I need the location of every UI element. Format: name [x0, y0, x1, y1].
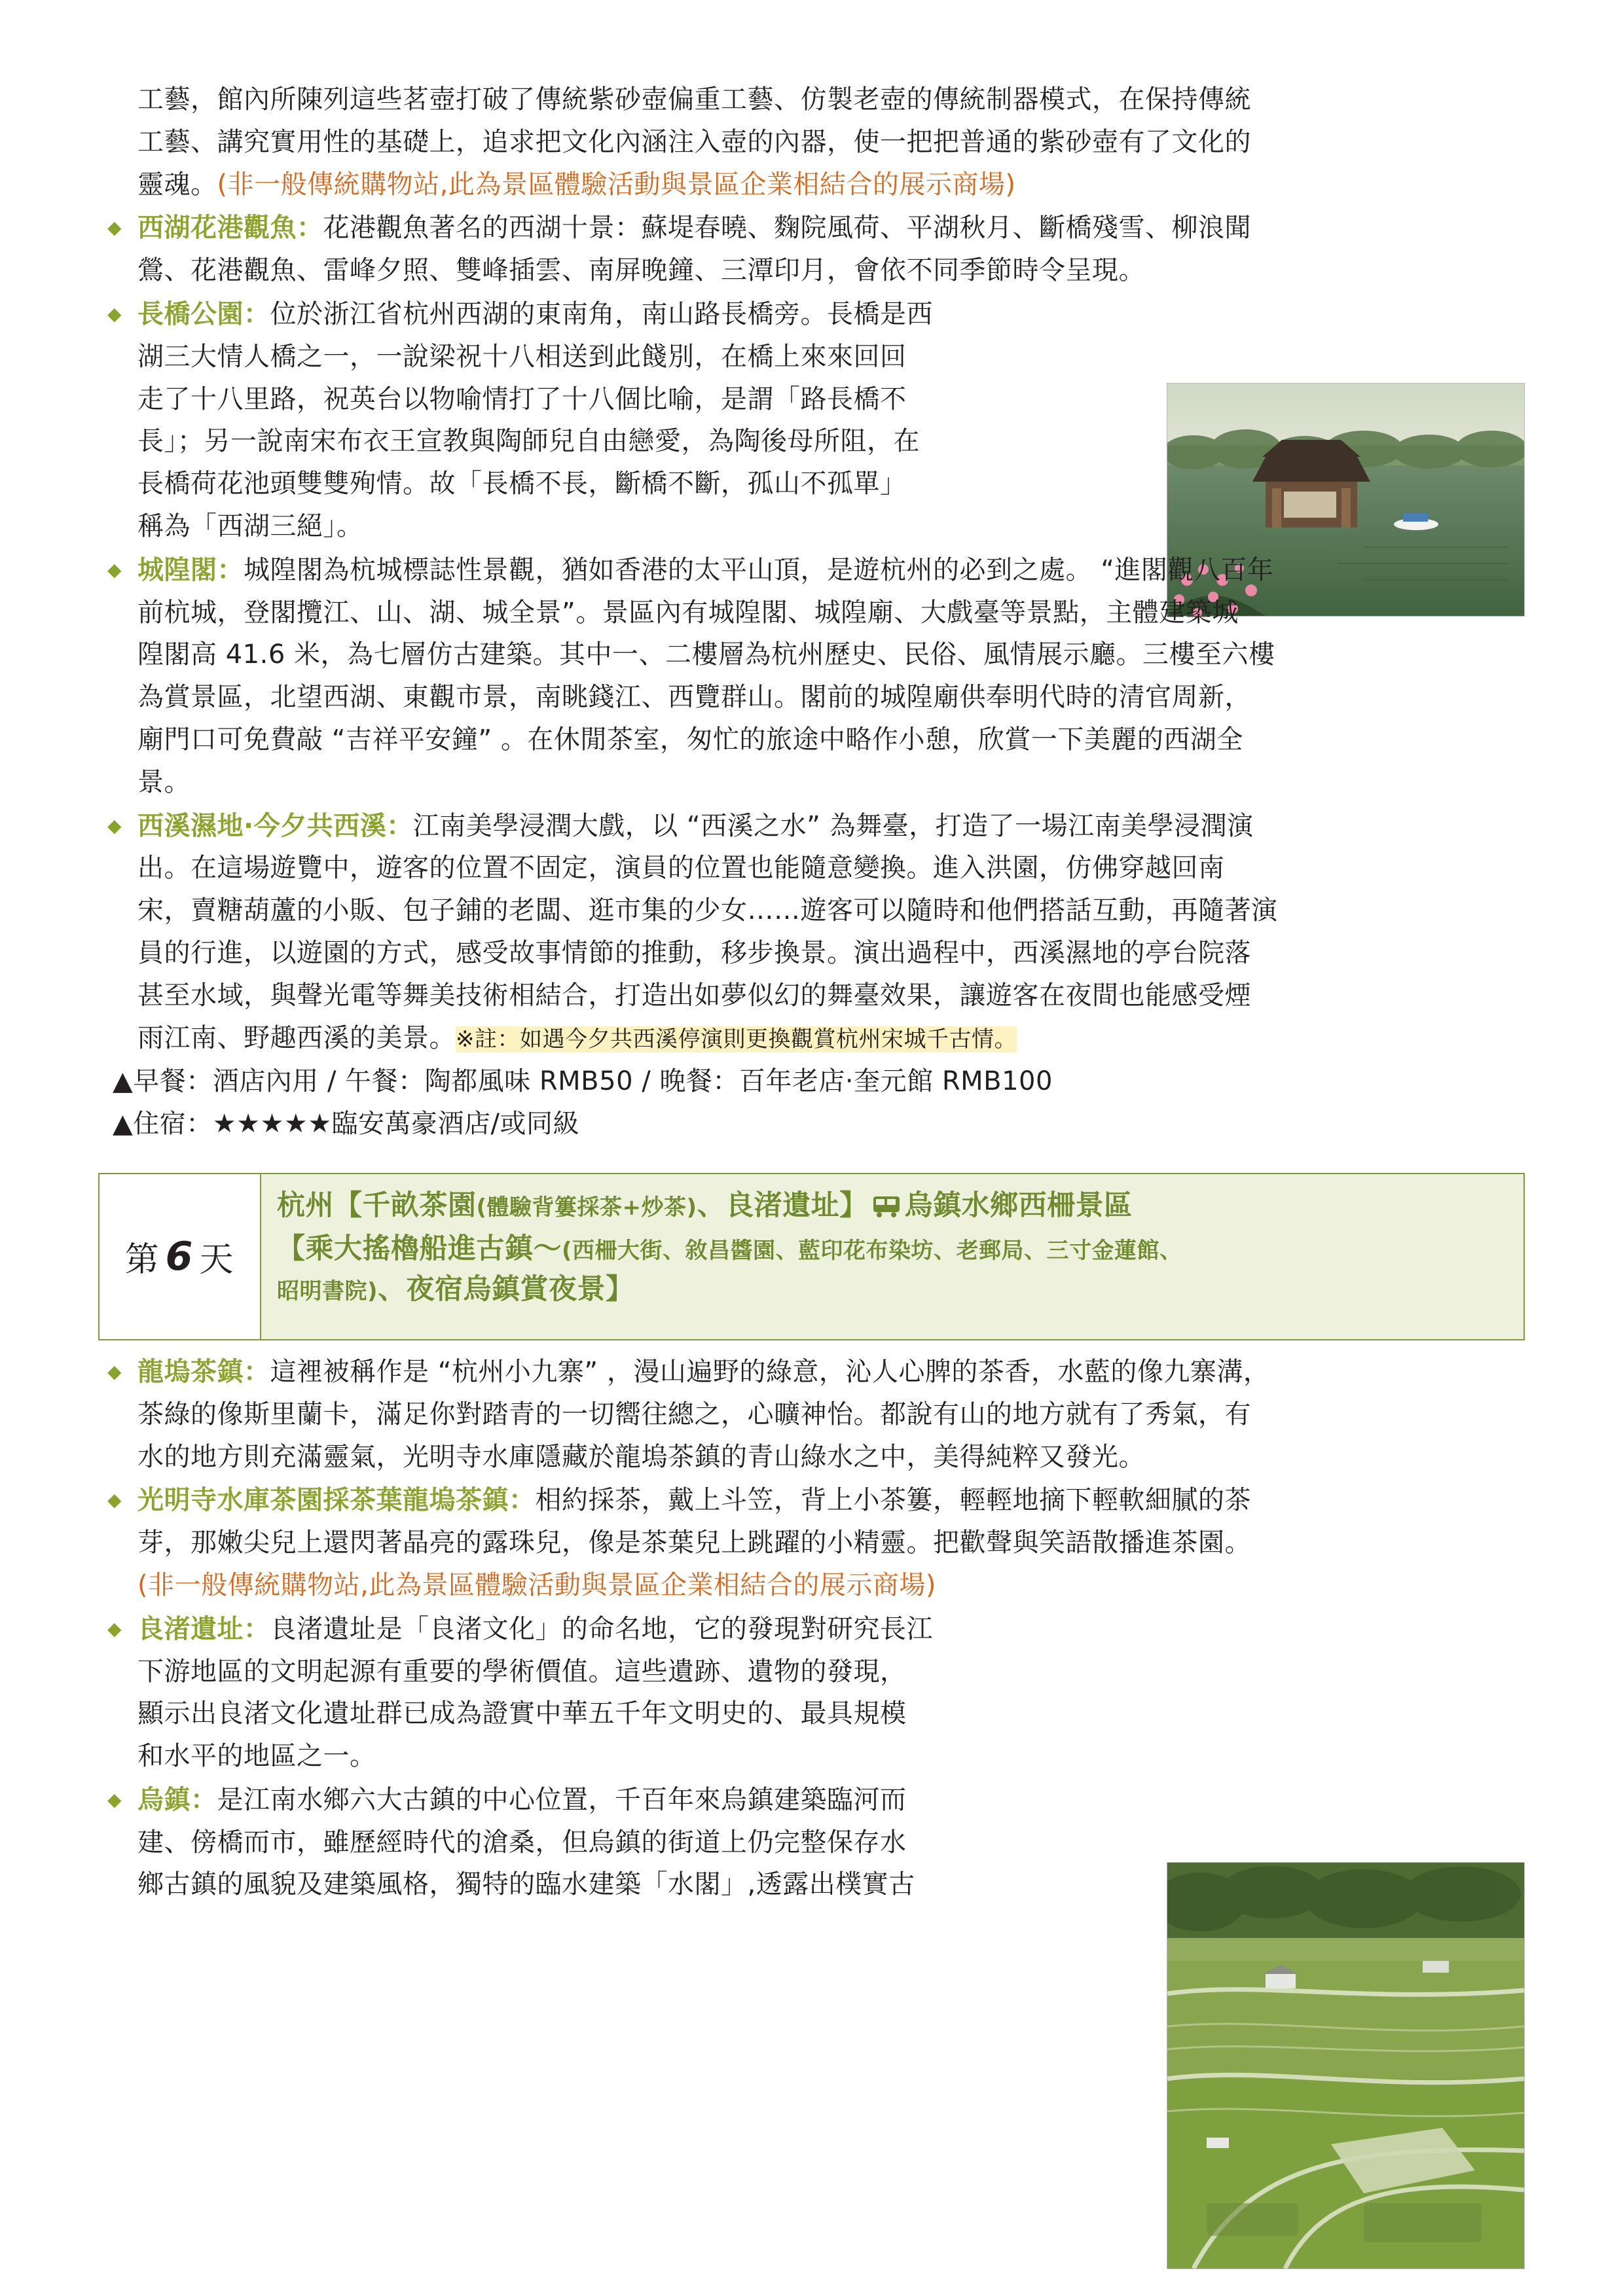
bullet-text: 位於浙江省杭州西湖的東南角，南山路長橋旁。長橋是西	[270, 298, 933, 329]
bullet-guangmingsi-tea-picking	[98, 1479, 1525, 1606]
bullet-title: 西湖花港觀魚：	[137, 213, 323, 243]
bullet-line-2: 下游地區的文明起源有重要的學術價值。這些遺跡、遺物的發現，	[137, 1656, 907, 1687]
bullet-line-1	[137, 549, 1525, 592]
bullet-text: 相約採茶，戴上斗笠，背上小茶簍，輕輕地摘下輕軟細膩的茶	[535, 1485, 1251, 1516]
bullet-title: 烏鎮：	[137, 1784, 217, 1815]
meals-line-day5: ▲早餐：酒店內用 / 午餐：陶都風味 RMB50 / 晚餐：百年老店·奎元館 RMB100	[113, 1066, 1053, 1097]
bullet-line-1	[137, 1479, 1525, 1522]
bullet-line-3: 顯示出良渚文化遺址群已成為證實中華五千年文明史的、最具規模	[137, 1698, 907, 1729]
bullet-line-6	[137, 1017, 1525, 1060]
intro-line-2: 工藝、講究實用性的基礎上，追求把文化內涵注入壺的內器，使一把把普通的紫砂壺有了文化的	[137, 126, 1251, 157]
bullet-line-2: 茶綠的像斯里蘭卡，滿足你對踏青的一切嚮往總之，心曠神怡。都說有山的地方就有了秀氣，有	[137, 1399, 1251, 1429]
bullet-line-5: 長橋荷花池頭雙雙殉情。故「長橋不長，斷橋不斷，孤山不孤單」	[137, 469, 907, 499]
day6-title-cell	[261, 1174, 1523, 1339]
day6-title-sub: (體驗背簍採茶+炒茶)	[476, 1194, 697, 1221]
bullet-longwu-tea-town	[98, 1351, 1525, 1478]
day6-title-line-3	[277, 1270, 1509, 1310]
bullet-line-6: 稱為「西湖三絕」。	[137, 511, 363, 541]
bullet-line-6: 景。	[137, 766, 191, 797]
day6-title-main: 杭州【千畝茶園	[277, 1189, 477, 1222]
day6-number-cell	[100, 1174, 261, 1339]
day6-title-line-1	[277, 1186, 1509, 1229]
bullet-line-1	[137, 207, 1525, 249]
bullet-line-3: 宋，賣糖葫蘆的小販、包子鋪的老闆、逛市集的少女……遊客可以隨時和他們搭話互動，再隨著演	[137, 895, 1278, 926]
bullet-line-4: 和水平的地區之一。	[137, 1741, 376, 1772]
day6-header-box	[98, 1173, 1525, 1340]
bullet-text-last: 雨江南、野趣西溪的美景。	[137, 1022, 456, 1053]
bullet-wuzhen	[98, 1779, 1525, 1906]
bullet-line-3: 隍閣高 41.6 米，為七層仿古建築。其中一、二樓層為杭州歷史、民俗、風情展示廳。三樓至六樓	[137, 639, 1275, 670]
bullet-title: 龍塢茶鎮：	[137, 1356, 270, 1387]
bullet-text: 花港觀魚著名的西湖十景：蘇堤春曉、麴院風荷、平湖秋月、斷橋殘雪、柳浪聞	[323, 213, 1251, 243]
intro-paragraph	[137, 79, 1525, 206]
bullet-title: 光明寺水庫茶園採茶葉龍塢茶鎮：	[137, 1485, 536, 1516]
bullet-text: 這裡被稱作是 “杭州小九寨” ，漫山遍野的綠意，沁人心脾的茶香，水藍的像九寨溝，	[270, 1356, 1270, 1387]
bullet-text: 良渚遺址是「良渚文化」的命名地，它的發現對研究長江	[270, 1613, 933, 1644]
bullet-title: 西溪濕地·今夕共西溪：	[137, 810, 413, 841]
day6-title-line2-main: 【乘大搖櫓船進古鎮～	[277, 1232, 562, 1265]
bullet-chenghuang-pavilion	[98, 549, 1525, 804]
bullet-changqiao-park	[98, 293, 1525, 548]
bullet-line-1	[137, 1351, 1525, 1393]
bullet-line-1	[137, 805, 1525, 848]
bullet-xixi-wetland	[98, 805, 1525, 1060]
bullet-text: 江南美學浸潤大戲，以 “西溪之水” 為舞臺，打造了一場江南美學浸潤演	[412, 810, 1254, 841]
bullet-line-2: 前杭城，登閣攬江、山、湖、城全景”。景區內有城隍閣、城隍廟、大戲臺等景點，主體建築城	[137, 597, 1239, 628]
bullet-line-5: 甚至水域，與聲光電等舞美技術相結合，打造出如夢似幻的舞臺效果，讓遊客在夜間也能感受煙	[137, 980, 1251, 1011]
liangzhu-illustration	[1167, 1863, 1524, 2269]
bullet-line-3: 鄉古鎮的風貌及建築風格，獨特的臨水建築「水閣」,透露出樸實古	[137, 1869, 915, 1900]
day-prefix: 第	[124, 1240, 160, 1280]
bullet-line-2: 建、傍橋而市，雖歷經時代的滄桑，但烏鎮的街道上仍完整保存水	[137, 1827, 907, 1857]
bullet-line-1	[137, 1779, 1132, 1821]
bullet-xihu-huagang	[98, 207, 1525, 292]
day6-title-line3-main: 、夜宿烏鎮賞夜景】	[378, 1272, 634, 1306]
bullet-line-2: 芽，那嫩尖兒上還閃著晶亮的露珠兒，像是茶葉兒上跳躍的小精靈。把歡聲與笑語散播進茶園。	[137, 1528, 1251, 1558]
day6-title-line3-sub: 昭明書院)	[277, 1278, 378, 1304]
bullet-text: 是江南水鄉六大古鎮的中心位置，千百年來烏鎮建築臨河而	[217, 1784, 907, 1815]
intro-line-3-text: 靈魂。	[137, 169, 217, 200]
intro-note: (非一般傳統購物站,此為景區體驗活動與景區企業相結合的展示商場)	[217, 169, 1016, 200]
bullet-line-4: 長」；另一說南宋布衣王宣教與陶師兒自由戀愛，為陶後母所阻，在	[137, 426, 920, 457]
bullet-title: 良渚遺址：	[137, 1613, 270, 1644]
bullet-line-4: 為賞景區，北望西湖、東觀市景，南眺錢江、西覽群山。閣前的城隍廟供奉明代時的清官周新，	[137, 682, 1251, 713]
day6-title-line-2	[277, 1229, 1509, 1270]
hotel-line-day5: ▲住宿：★★★★★臨安萬豪酒店/或同級	[113, 1109, 580, 1139]
bullet-line-2: 湖三大情人橋之一，一說梁祝十八相送到此餞別，在橋上來來回回	[137, 341, 907, 372]
bullet-line-3: 走了十八里路，祝英台以物喻情打了十八個比喻，是謂「路長橋不	[137, 384, 907, 414]
intro-line-1: 工藝，館內所陳列這些茗壺打破了傳統紫砂壺偏重工藝、仿製老壺的傳統制器模式，在保持傳統	[137, 84, 1251, 115]
day6-title-bus-text: 烏鎮水鄉西柵景區	[904, 1189, 1133, 1222]
bullet-line-1	[137, 1608, 1132, 1651]
bullet-note: (非一般傳統購物站,此為景區體驗活動與景區企業相結合的展示商場)	[137, 1570, 936, 1600]
bullet-line-5: 廟門口可免費敲 “吉祥平安鐘” 。在休閒茶室，匆忙的旅途中略作小憩，欣賞一下美麗的西湖全	[137, 724, 1243, 755]
day6-title-main2: 、良渚遺址】	[697, 1189, 868, 1222]
day6-title-line2-sub: (西柵大街、敘昌醬園、藍印花布染坊、老郵局、三寸金蓮館、	[562, 1237, 1182, 1264]
intro-line-3	[137, 164, 1525, 206]
xixi-highlight-note: ※註：如遇今夕共西溪停演則更換觀賞杭州宋城千古情。	[456, 1026, 1017, 1052]
liangzhu-photo	[1167, 1862, 1525, 2269]
day-number: 6	[165, 1233, 194, 1280]
bullet-line-1	[137, 293, 1132, 336]
bullet-line-4: 員的行進，以遊園的方式，感受故事情節的推動，移步換景。演出過程中，西溪濕地的亭台院落	[137, 937, 1251, 968]
bullet-text: 城隍閣為杭城標誌性景觀，猶如香港的太平山頂，是遊杭州的必到之處。 “進閣觀八百年	[244, 554, 1274, 585]
bullet-liangzhu-site	[98, 1608, 1525, 1778]
bullet-title: 長橋公園：	[137, 298, 270, 329]
bullet-title: 城隍閣：	[137, 554, 244, 585]
bullet-line-3: 水的地方則充滿靈氣，光明寺水庫隱藏於龍塢茶鎮的青山綠水之中，美得純粹又發光。	[137, 1441, 1145, 1472]
bullet-line-2: 鶯、花港觀魚、雷峰夕照、雙峰插雲、南屏晚鐘、三潭印月，會依不同季節時令呈現。	[137, 255, 1145, 286]
bullet-line-2: 出。在這場遊覽中，遊客的位置不固定，演員的位置也能隨意變換。進入洪園，仿佛穿越回南	[137, 853, 1225, 884]
day-suffix: 天	[199, 1240, 235, 1280]
bus-icon	[872, 1189, 901, 1229]
